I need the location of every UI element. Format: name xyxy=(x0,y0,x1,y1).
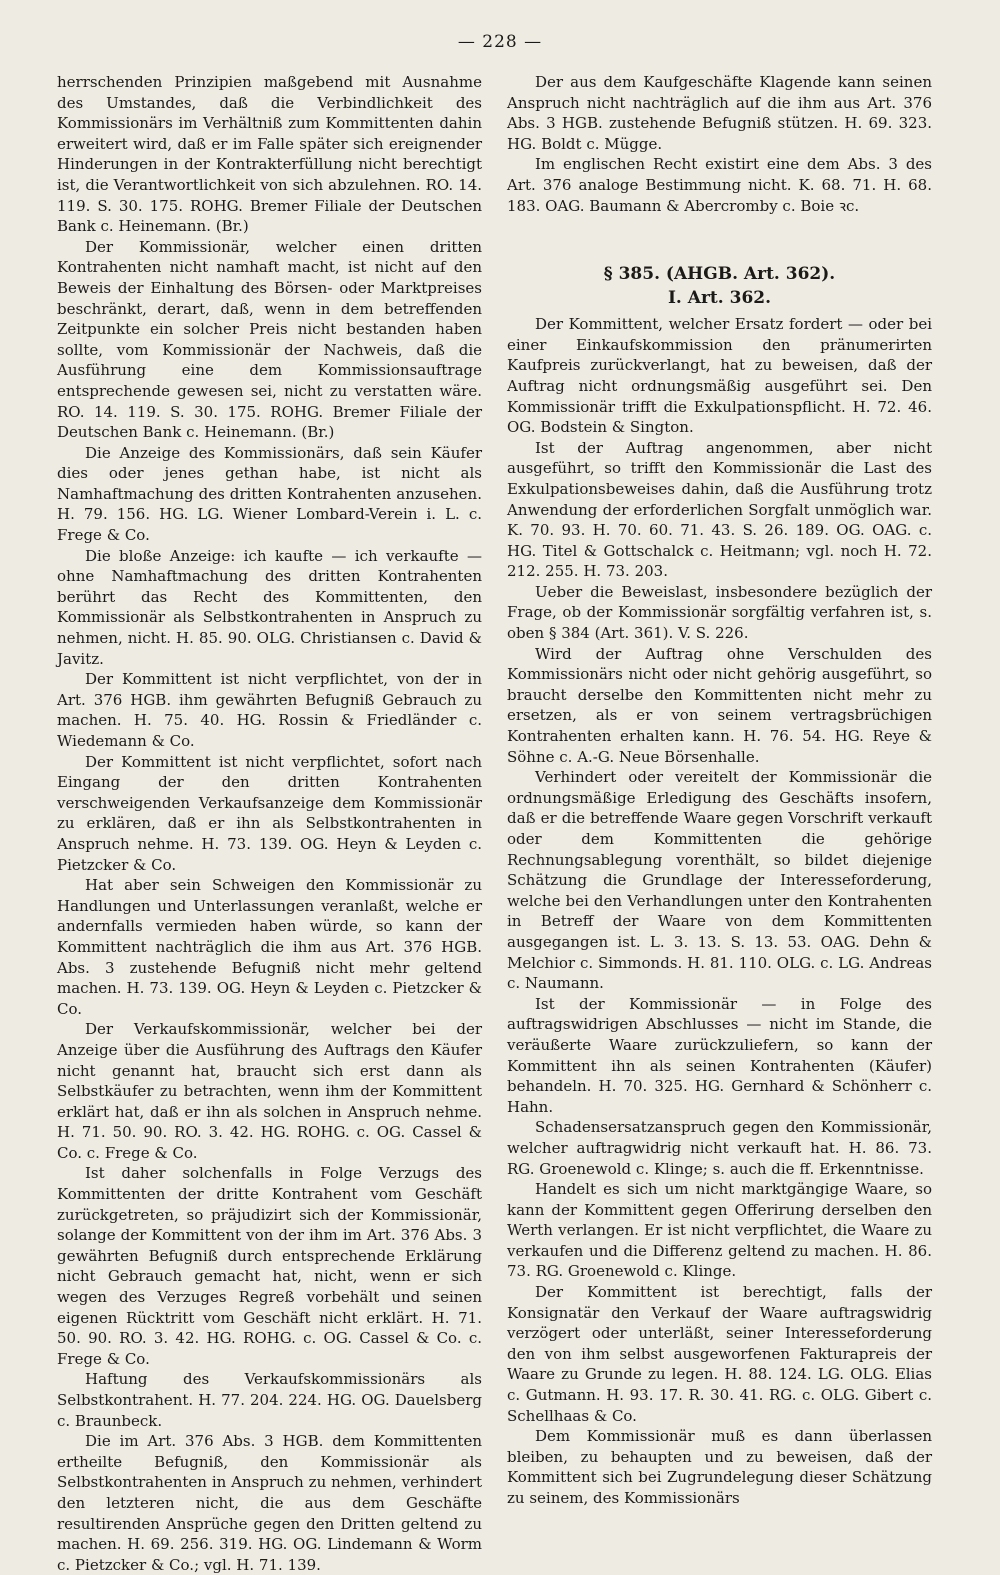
paragraph: Dem Kommissionär muß es dann überlassen bleiben, zu behaupten und zu beweisen, daß der Kommittent sich bei Zugrundelegung dieser Schätzung zu seinem, des Kommissionärs xyxy=(507,1427,932,1507)
paragraph: Handelt es sich um nicht marktgängige Waare, so kann der Kommittent gegen Offerirung derselben den Werth verlangen. Er ist nicht verpflichtet, die Waare zu verkaufen und die Differenz geltend zu machen. H. 86. 73. RG. Groenewold c. Klinge. xyxy=(507,1180,932,1281)
paragraph: Ueber die Beweislast, insbesondere bezüglich der Frage, ob der Kommissionär sorgfältig verfahren ist, s. oben § 384 (Art. 361). V. S. 226. xyxy=(507,582,932,643)
right-column xyxy=(507,72,932,1509)
paragraph: Schadensersatzanspruch gegen den Kommissionär, welcher auftragwidrig nicht verkauft hat. H. 86. 73. RG. Groenewold c. Klinge; s. auch die ff. Erkenntnisse. xyxy=(507,1118,932,1178)
paragraph: Der Kommittent ist nicht verpflichtet, sofort nach Eingang der den dritten Kontrahenten verschweigenden Verkaufsanzeige dem Kommissionär zu erklären, daß er ihn als Selbstkontrahenten in Anspruch nehme. H. 73. 139. OG. Heyn & Leyden c. Pietzcker & Co. xyxy=(57,752,482,874)
paragraph: Der Kommissionär, welcher einen dritten Kontrahenten nicht namhaft macht, ist nicht auf den Beweis der Einhaltung des Börsen- oder Marktpreises beschränkt, derart, daß, wenn in dem betreffenden Zeitpunkte ein solcher Preis nicht bestanden haben sollte, vom Kommissionär der Nachweis, daß die Ausführung eine dem Kommissionsauftrage entsprechende gewesen sei, nicht zu verstatten wäre. RO. 14. 119. S. 30. 175. ROHG. Bremer Filiale der Deutschen Bank c. Heinemann. (Br.) xyxy=(57,237,482,442)
paragraph: Der Kommittent ist nicht verpflichtet, von der in Art. 376 HGB. ihm gewährten Befugniß Gebrauch zu machen. H. 75. 40. HG. Rossin & Friedländer c. Wiedemann & Co. xyxy=(57,670,482,750)
paragraph: Wird der Auftrag ohne Verschulden des Kommissionärs nicht oder nicht gehörig ausgeführt, so braucht derselbe den Kommittenten nicht mehr zu ersetzen, als er von seinem vertragsbrüchigen Kontrahenten erhalten kann. H. 76. 54. HG. Reye & Söhne c. A.-G. Neue Börsenhalle. xyxy=(507,644,932,766)
paragraph: Der aus dem Kaufgeschäfte Klagende kann seinen Anspruch nicht nachträglich auf die ihm aus Art. 376 Abs. 3 HGB. zustehende Befugniß stützen. H. 69. 323. HG. Boldt c. Mügge. xyxy=(507,73,932,153)
paragraph: herrschenden Prinzipien maßgebend mit Ausnahme des Umstandes, daß die Verbindlichkeit des Kommissionärs im Verhältniß zum Kommittenten dahin erweitert wird, daß er im Falle später sich ereignender Hinderungen in der Kontrakterfüllung nicht berechtigt ist, die Verantwortlichkeit von sich abzulehnen. RO. 14. 119. S. 30. 175. ROHG. Bremer Filiale der Deutschen Bank c. Heinemann. (Br.) xyxy=(57,73,482,236)
page-number: — 228 — xyxy=(457,32,543,52)
section-heading: § 385. (AHGB. Art. 362). xyxy=(603,264,836,285)
paragraph: Der Kommittent ist berechtigt, falls der Konsignatär den Verkauf der Waare auftragswidrig verzögert oder unterläßt, seiner Interesseforderung den von ihm selbst ausgeworfenen Fakturapreis der Waare zu Grunde zu legen. H. 88. 124. LG. OLG. Elias c. Gutmann. H. 93. 17. R. 30. 41. RG. c. OLG. Gibert c. Schellhaas & Co. xyxy=(507,1283,932,1425)
paragraph: Haftung des Verkaufskommissionärs als Selbstkontrahent. H. 77. 204. 224. HG. OG. Dauelsberg c. Braunbeck. xyxy=(57,1370,482,1430)
paragraph: Der Verkaufskommissionär, welcher bei der Anzeige über die Ausführung des Auftrags den Käufer nicht genannt hat, braucht sich erst dann als Selbstkäufer zu betrachten, wenn ihm der Kommittent erklärt hat, daß er ihn als solchen in Anspruch nehme. H. 71. 50. 90. RO. 3. 42. HG. ROHG. c. OG. Cassel & Co. c. Frege & Co. xyxy=(57,1020,482,1162)
paragraph: Im englischen Recht existirt eine dem Abs. 3 des Art. 376 analoge Bestimmung nicht. K. 68. 71. H. 68. 183. OAG. Baumann & Abercromby c. Boie ꝛc. xyxy=(507,155,932,215)
paragraph: Ist der Kommissionär — in Folge des auftragswidrigen Abschlusses — nicht im Stande, die veräußerte Waare zurückzuliefern, so kann der Kommittent ihn als seinen Kontrahenten (Käufer) behandeln. H. 70. 325. HG. Gernhard & Schönherr c. Hahn. xyxy=(507,994,932,1116)
paragraph: Ist daher solchenfalls in Folge Verzugs des Kommittenten der dritte Kontrahent vom Geschäft zurückgetreten, so präjudizirt sich der Kommissionär, solange der Kommittent von der ihm im Art. 376 Abs. 3 gewährten Befugniß durch entsprechende Erklärung nicht Gebrauch gemacht hat, nicht, wenn er sich wegen des Verzuges Regreß vorbehält und seinen eigenen Rücktritt vom Geschäft nicht erklärt. H. 71. 50. 90. RO. 3. 42. HG. ROHG. c. OG. Cassel & Co. c. Frege & Co. xyxy=(57,1164,482,1368)
paragraph: Ist der Auftrag angenommen, aber nicht ausgeführt, so trifft den Kommissionär die Last des Exkulpationsbeweises dahin, daß die Ausführung trotz Anwendung der erforderlichen Sorgfalt unmöglich war. K. 70. 93. H. 70. 60. 71. 43. S. 26. 189. OG. OAG. c. HG. Titel & Gottschalck c. Heitmann; vgl. noch H. 72. 212. 255. H. 73. 203. xyxy=(507,438,932,581)
left-column xyxy=(57,72,482,1575)
paragraph: Hat aber sein Schweigen den Kommissionär zu Handlungen und Unterlassungen veranlaßt, welche er andernfalls vermieden haben würde, so kann der Kommittent nachträglich die ihm aus Art. 376 HGB. Abs. 3 zustehende Befugniß nicht mehr geltend machen. H. 73. 139. OG. Heyn & Leyden c. Pietzcker & Co. xyxy=(57,876,482,1018)
paragraph: Die bloße Anzeige: ich kaufte — ich verkaufte — ohne Namhaftmachung des dritten Kontrahenten berührt das Recht des Kommittenten, den Kommissionär als Selbstkontrahenten in Anspruch zu nehmen, nicht. H. 85. 90. OLG. Christiansen c. David & Javitz. xyxy=(57,546,482,668)
article-heading: I. Art. 362. xyxy=(667,288,772,309)
paragraph: Der Kommittent, welcher Ersatz fordert — oder bei einer Einkaufskommission den pränumerirten Kaufpreis zurückverlangt, hat zu beweisen, daß der Auftrag nicht ordnungsmäßig ausgeführt sei. Den Kommissionär trifft die Exkulpationspflicht. H. 72. 46. OG. Bodstein & Sington. xyxy=(507,315,932,437)
paragraph: Die im Art. 376 Abs. 3 HGB. dem Kommittenten ertheilte Befugniß, den Kommissionär als Selbstkontrahenten in Anspruch zu nehmen, verhindert den letzteren nicht, die aus dem Geschäfte resultirenden Ansprüche gegen den Dritten geltend zu machen. H. 69. 256. 319. HG. OG. Lindemann & Worm c. Pietzcker & Co.; vgl. H. 71. 139. xyxy=(57,1432,482,1574)
paragraph: Die Anzeige des Kommissionärs, daß sein Käufer dies oder jenes gethan habe, ist nicht als Namhaftmachung des dritten Kontrahenten anzusehen. H. 79. 156. HG. LG. Wiener Lombard-Verein i. L. c. Frege & Co. xyxy=(57,443,482,545)
paragraph: Verhindert oder vereitelt der Kommissionär die ordnungsmäßige Erledigung des Geschäfts insofern, daß er die betreffende Waare gegen Vorschrift verkauft oder dem Kommittenten die gehörige Rechnungsablegung vorenthält, so bildet diejenige Schätzung die Grundlage der Interesseforderung, welche bei den Verhandlungen unter den Kontrahenten in Betreff der Waare von dem Kommittenten ausgegangen ist. L. 3. 13. S. 13. 53. OAG. Dehn & Melchior c. Simmonds. H. 81. 110. OLG. c. LG. Andreas c. Naumann. xyxy=(507,768,932,993)
